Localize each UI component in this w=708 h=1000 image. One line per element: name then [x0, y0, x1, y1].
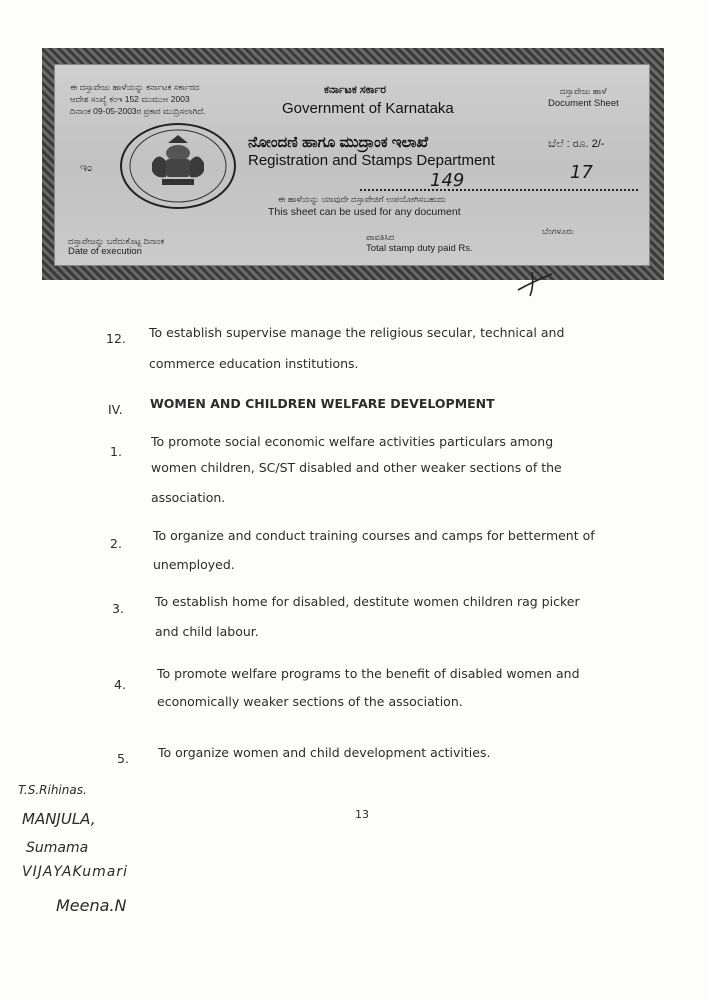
section-number: IV. [108, 402, 123, 417]
stamp-serial-prefix: ಇಂ [80, 162, 93, 174]
section-item-1-line-1: To promote social economic welfare activities particulars among [151, 434, 554, 449]
stamp-total-paid: Total stamp duty paid Rs. [366, 243, 473, 254]
stamp-kan-govt: ಕರ್ನಾಟಕ ಸರ್ಕಾರ [324, 84, 387, 96]
item-12-line-1: To establish supervise manage the religious secular, technical and [149, 325, 565, 340]
section-item-5-line-1: To organize women and child development activities. [158, 745, 491, 760]
signature-1: T.S.Rihinas. [18, 783, 87, 797]
stamp-hand-number-2: 17 [570, 162, 593, 183]
stamp-kan-usage: ಈ ಹಾಳೆಯನ್ನು ಯಾವುದೇ ದಸ್ತಾವೇಜಿಗೆ ಉಪಯೋಗಿಸಬಹುದು [278, 194, 446, 204]
section-item-number-4: 4. [114, 677, 126, 692]
section-item-3-line-1: To establish home for disabled, destitute women children rag picker [155, 594, 580, 609]
signature-5: Meena.N [56, 896, 127, 915]
section-item-2-line-2: unemployed. [153, 557, 235, 572]
stamp-govt-title: Government of Karnataka [282, 100, 454, 117]
stamp-usage: This sheet can be used for any document [268, 206, 461, 218]
signature-2: MANJULA, [22, 810, 96, 828]
section-item-2-line-1: To organize and conduct training courses and camps for betterment of [153, 528, 595, 543]
section-item-4-line-1: To promote welfare programs to the benefit of disabled women and [157, 666, 580, 681]
item-number-12: 12. [106, 331, 126, 346]
section-item-number-5: 5. [117, 751, 129, 766]
section-item-number-3: 3. [112, 601, 124, 616]
stamp-kan-dept: ನೋಂದಣಿ ಹಾಗೂ ಮುದ್ರಾಂಕ ಇಲಾಖೆ [248, 134, 429, 151]
stamp-kan-paid: ಪಾವತಿಸಿದ [366, 232, 395, 242]
section-item-number-2: 2. [110, 536, 122, 551]
stamp-hand-number-1: 149 [430, 170, 465, 191]
stamp-kan-date-exec: ದಸ್ತಾವೇಜನ್ನು ಬರೆದುಕೊಟ್ಟ ದಿನಾಂಕ [68, 236, 165, 246]
stamp-serial-line [360, 189, 638, 191]
stamp-kan-doc-sheet: ದಸ್ತಾವೇಜು ಹಾಳೆ [560, 86, 607, 96]
stamp-paid-place: ಬೆಂಗಳೂರು [542, 226, 574, 236]
handwritten-mark-icon [512, 268, 558, 298]
page-number: 13 [355, 808, 369, 821]
section-item-1-line-2: women children, SC/ST disabled and other weaker sections of the [151, 460, 562, 475]
stamp-kan-notice-3: ದಿನಾಂಕ 09-05-2003ರ ಪ್ರಕಾರ ಮುದ್ರಿಸಲಾಗಿದೆ. [70, 106, 206, 116]
section-item-3-line-2: and child labour. [155, 624, 259, 639]
signature-3: Sumama [26, 840, 89, 856]
section-item-number-1: 1. [110, 444, 122, 459]
stamp-dept-title: Registration and Stamps Department [248, 152, 495, 169]
emblem-icon [122, 125, 234, 207]
section-item-1-line-3: association. [151, 490, 226, 505]
section-item-4-line-2: economically weaker sections of the association. [157, 694, 463, 709]
stamp-kan-notice-1: ಈ ದಸ್ತಾವೇಜು ಹಾಳೆಯನ್ನು ಕರ್ನಾಟಕ ಸರ್ಕಾರದ [70, 82, 200, 92]
stamp-kan-notice-2: ಆದೇಶ ಸಂಖ್ಯೆ ಕಂಇ 152 ಮುಮುಅ 2003 [70, 94, 190, 104]
signature-4: VIJAYAKumari [22, 864, 128, 880]
karnataka-emblem-seal [120, 123, 236, 209]
item-12-line-2: commerce education institutions. [149, 356, 359, 371]
stamp-date-exec: Date of execution [68, 246, 142, 257]
stamp-price: ಬೆಲೆ : ರೂ. 2/- [548, 138, 605, 150]
section-heading: WOMEN AND CHILDREN WELFARE DEVELOPMENT [150, 396, 495, 411]
stamp-doc-sheet: Document Sheet [548, 98, 619, 109]
